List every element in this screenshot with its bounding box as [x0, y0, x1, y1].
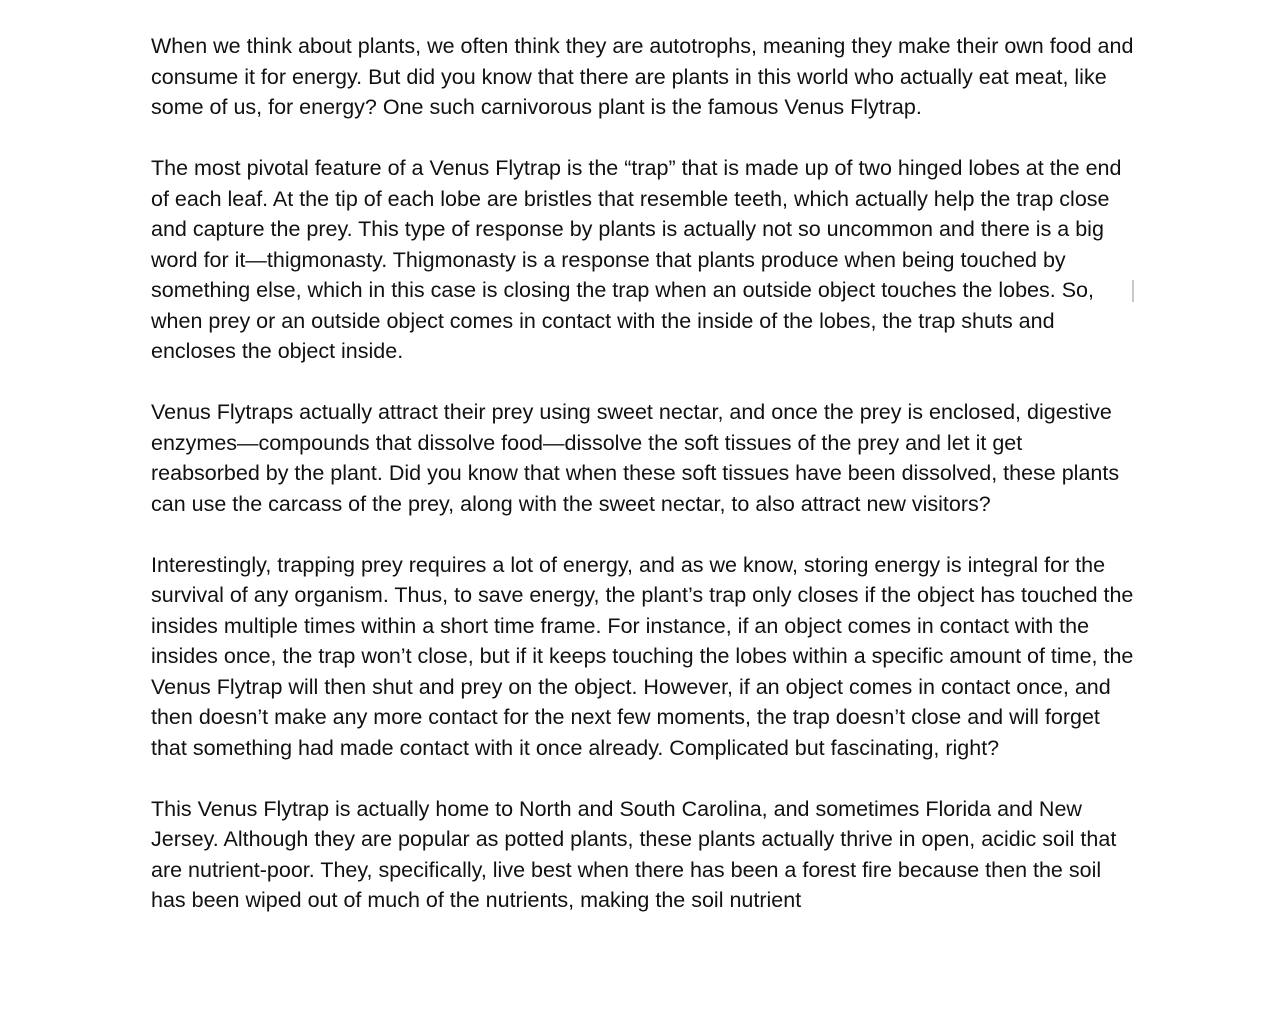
- document-body[interactable]: [151, 31, 1136, 946]
- paragraph-energy-saving: Interestingly, trapping prey requires a lot of energy, and as we know, storing energy is integral for the survival of any organism. Thus, to save energy, the plant’s trap only closes if the object has touched the insides multiple times within a short time frame. For instance, if an object comes in contact with the insides once, the trap won’t close, but if it keeps touching the lobes within a specific amount of time, the Venus Flytrap will then shut and prey on the object. However, if an object comes in contact once, and then doesn’t make any more contact for the next few moments, the trap doesn’t close and will forget that something had made contact with it once already. Complicated but fascinating, right?: [151, 552, 1134, 760]
- text-cursor: [1132, 280, 1134, 302]
- paragraph-habitat: This Venus Flytrap is actually home to North and South Carolina, and sometimes Florida and New Jersey. Although they are popular as potted plants, these plants actually thrive in open, acidic soil that are nutrient-poor. They, specifically, live best when there has been a forest fire because then the soil has been wiped out of much of the nutrients, making the soil nutrient: [151, 796, 1117, 912]
- paragraph-nectar-digestion: Venus Flytraps actually attract their prey using sweet nectar, and once the prey is enclosed, digestive enzymes—compounds that dissolve food—dissolve the soft tissues of the prey and let it get reabsorbed by the plant. Did you know that when these soft tissues have been dissolved, these plants can use the carcass of the prey, along with the sweet nectar, to also attract new visitors?: [151, 400, 1120, 516]
- paragraph-intro: When we think about plants, we often think they are autotrophs, meaning they make their own food and consume it for energy. But did you know that there are plants in this world who actually eat meat, like some of us, for energy? One such carnivorous plant is the famous Venus Flytrap.: [151, 34, 1134, 119]
- paragraph-trap-feature: The most pivotal feature of a Venus Flytrap is the “trap” that is made up of two hinged lobes at the end of each leaf. At the tip of each lobe are bristles that resemble teeth, which actually help the trap close and capture the prey. This type of response by plants is actually not so uncommon and there is a big word for it—thigmonasty. Thigmonasty is a response that plants produce when being touched by something else, which in this case is closing the trap when an outside object touches the lobes. So, when prey or an outside object comes in contact with the inside of the lobes, the trap shuts and encloses the object inside.: [151, 156, 1122, 363]
